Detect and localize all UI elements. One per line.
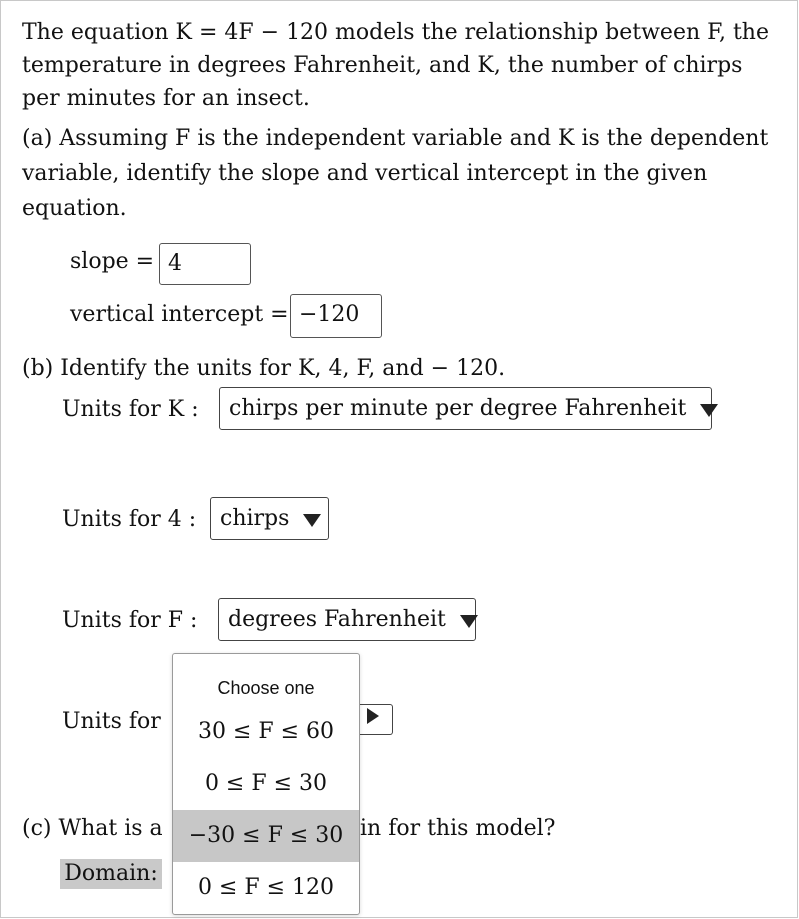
units-k-selected: chirps per minute per degree Fahrenheit <box>229 396 687 421</box>
chevron-down-icon <box>460 615 478 628</box>
chevron-down-icon <box>303 514 321 527</box>
slope-input[interactable]: 4 <box>159 243 251 285</box>
units-f-label: Units for F : <box>62 608 198 633</box>
units-4-selected: chirps <box>220 506 290 531</box>
domain-dropdown-menu[interactable] <box>172 653 360 915</box>
units-120-select[interactable] <box>359 704 393 735</box>
vertical-intercept-label: vertical intercept = <box>70 302 289 327</box>
units-120-label: Units for <box>62 709 161 734</box>
chevron-right-icon <box>367 708 379 724</box>
vertical-intercept-input[interactable]: −120 <box>290 294 382 338</box>
domain-label: Domain: <box>60 859 162 889</box>
units-k-select[interactable] <box>219 387 712 430</box>
units-f-selected: degrees Fahrenheit <box>228 607 446 632</box>
dropdown-option-highlighted[interactable]: −30 ≤ F ≤ 30 <box>173 810 359 862</box>
units-k-label: Units for K : <box>62 397 199 422</box>
dropdown-option[interactable]: 0 ≤ F ≤ 120 <box>197 875 335 900</box>
part-a-prompt: (a) Assuming F is the independent variable and K is the dependent variable, identify the slope and vertical intercept in the given equation. <box>22 126 769 221</box>
slope-label: slope = <box>70 249 155 274</box>
units-f-select[interactable] <box>218 598 476 641</box>
dropdown-option[interactable]: 30 ≤ F ≤ 60 <box>197 719 335 744</box>
part-b-prompt: (b) Identify the units for K, 4, F, and − 120. <box>22 356 506 381</box>
part-c-prompt-start: (c) What is a <box>22 816 163 841</box>
part-c-prompt-end: in for this model? <box>360 816 556 841</box>
chevron-down-icon <box>700 404 718 417</box>
dropdown-option[interactable]: 0 ≤ F ≤ 30 <box>204 771 328 796</box>
dropdown-header: Choose one <box>217 678 315 698</box>
units-4-select[interactable] <box>210 497 329 540</box>
units-4-label: Units for 4 : <box>62 507 197 532</box>
problem-statement: The equation K = 4F − 120 models the relationship between F, the temperature in degrees Fahrenheit, and K, the number of chirps per minutes for an insect. <box>22 20 769 111</box>
